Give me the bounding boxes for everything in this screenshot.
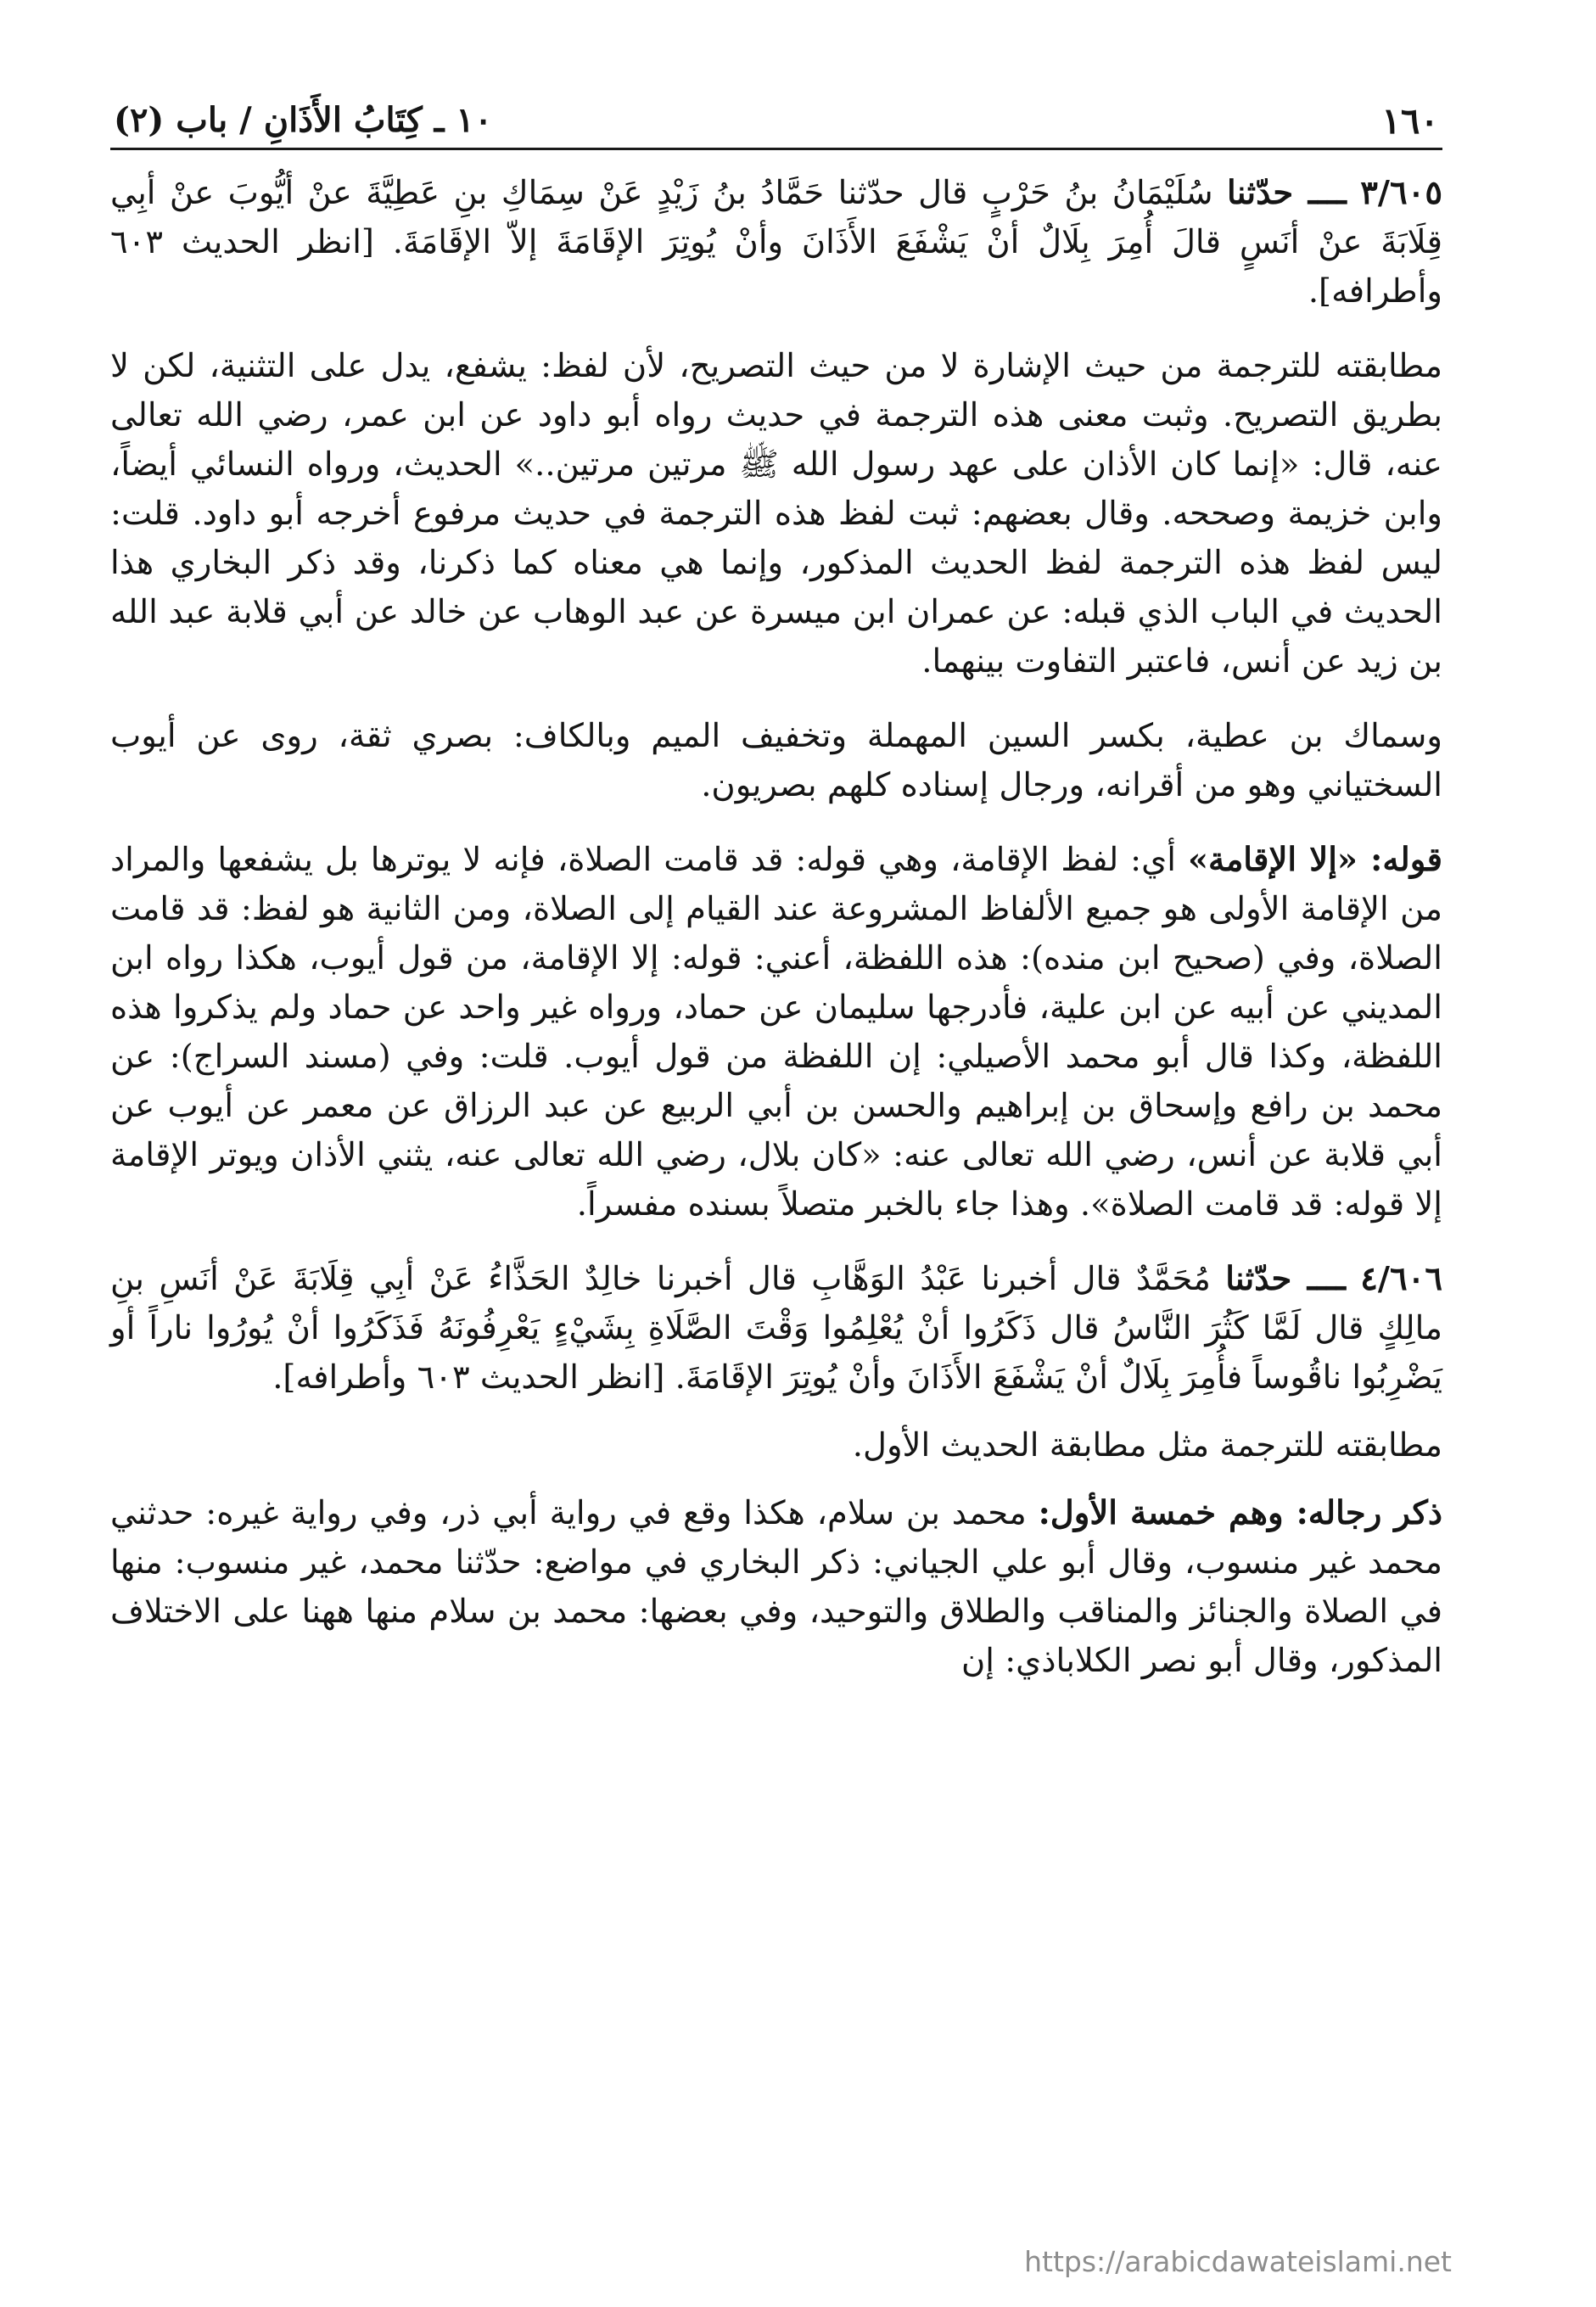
hadith-text: سُلَيْمَانُ بنُ حَرْبٍ قال حدّثنا حَمَّادُ بنُ زَيْدٍ عَنْ سِمَاكِ بنِ عَطِيَّةَ عنْ أيُّوبَ عنْ أبِي قِلَابَةَ عنْ أنَسٍ قالَ أُمِرَ بِلَالٌ أنْ يَشْفَعَ الأَذَانَ وأنْ يُوتِرَ الإقَامَةَ إلاّ الإقَامَةَ. [انظر الحديث ٦٠٣ وأطرافه].: [110, 174, 1442, 311]
watermark-url: https://arabicdawateislami.net: [1024, 2245, 1452, 2278]
hadith-number: ٤/٦٠٦: [1360, 1260, 1442, 1298]
hadith-text: مُحَمَّدٌ قال أخبرنا عَبْدُ الوَهَّابِ قال أخبرنا خالِدٌ الحَذَّاءُ عَنْ أبِي قِلَابَةَ عَنْ أنَسِ بنِ مالِكٍ قال لَمَّا كَثُرَ النَّاسُ قال ذَكَرُوا أنْ يُعْلِمُوا وَقْتَ الصَّلَاةِ بِشَيْءٍ يَعْرِفُونَهُ فَذَكَرُوا أنْ يُورُوا ناراً أو يَضْرِبُوا ناقُوساً فأُمِرَ بِلَالٌ أنْ يَشْفَعَ الأَذَانَ وأنْ يُوتِرَ الإقَامَةَ. [انظر الحديث ٦٠٣ وأطرافه].: [110, 1260, 1442, 1397]
explanation-paragraph: [110, 836, 1442, 1229]
hadith-606: [110, 1255, 1442, 1403]
running-title: ١٠ ـ كِتَابُ الأَذَانِ / باب (٢): [114, 100, 493, 140]
lead-term: قوله: «إلا الإقامة»: [1187, 841, 1443, 879]
commentary-paragraph: مطابقته للترجمة من حيث الإشارة لا من حيث التصريح، لأن لفظ: يشفع، يدل على التثنية، لكن لا بطريق التصريح. وثبت معنى هذه الترجمة في حديث رواه أبو داود عن ابن عمر، رضي الله تعالى عنه، قال: «إنما كان الأذان على عهد رسول الله ﷺ مرتين مرتين..» الحديث، ورواه النسائي أيضاً، وابن خزيمة وصححه. وقال بعضهم: ثبت لفظ هذه الترجمة في حديث مرفوع أخرجه أبو داود. قلت: ليس لفظ هذه الترجمة لفظ الحديث المذكور، وإنما هي معناه كما ذكرنا، وقد ذكر البخاري هذا الحديث في الباب الذي قبله: عن عمران ابن ميسرة عن عبد الوهاب عن خالد عن أبي قلابة عبد الله بن زيد عن أنس، فاعتبر التفاوت بينهما.: [110, 347, 1442, 680]
page-header: [110, 100, 1442, 150]
hadith-lead: ــــ حدّثنا: [1227, 174, 1347, 212]
lead-term: ذكر رجاله: وهم خمسة الأول:: [1038, 1494, 1442, 1532]
hadith-number: ٣/٦٠٥: [1360, 174, 1442, 212]
hadith-lead: ــــ حدّثنا: [1225, 1260, 1346, 1298]
narrator-note-paragraph: وسماك بن عطية، بكسر السين المهملة وتخفيف الميم وبالكاف: بصري ثقة، روى عن أيوب السختياني وهو من أقرانه، ورجال إسناده كلهم بصريون.: [110, 717, 1442, 804]
correspondence-paragraph: مطابقته للترجمة مثل مطابقة الحديث الأول.: [852, 1426, 1442, 1464]
narrators-paragraph: [110, 1489, 1442, 1686]
explanation-text: أي: لفظ الإقامة، وهي قوله: قد قامت الصلاة، فإنه لا يوترها بل يشفعها والمراد من الإقامة الأولى هو جميع الألفاظ المشروعة عند القيام إلى الصلاة، ومن الثانية هو لفظ: قد قامت الصلاة، وفي (صحيح ابن منده): هذه اللفظة، أعني: قوله: إلا الإقامة، من قول أيوب، هكذا رواه ابن المديني عن أبيه عن ابن علية، فأدرجها سليمان عن حماد، ورواه غير واحد عن حماد ولم يذكروا هذه اللفظة، وكذا قال أبو محمد الأصيلي: إن اللفظة من قول أيوب. قلت: وفي (مسند السراج): عن محمد بن رافع وإسحاق بن إبراهيم والحسن بن أبي الربيع عن عبد الرزاق عن معمر عن أيوب عن أبي قلابة عن أنس، رضي الله تعالى عنه: «كان بلال، رضي الله تعالى عنه، يثني الأذان ويوتر الإقامة إلا قوله: قد قامت الصلاة». وهذا جاء بالخبر متصلاً بسنده مفسراً.: [110, 841, 1442, 1223]
book-page: [110, 100, 1442, 2221]
page-number: ١٦٠: [1381, 100, 1439, 142]
hadith-605: [110, 169, 1442, 316]
narrators-text: محمد بن سلام، هكذا وقع في رواية أبي ذر، وفي رواية غيره: حدثني محمد غير منسوب، وقال أبو علي الجياني: ذكر البخاري في مواضع: حدّثنا محمد، غير منسوب: منها في الصلاة والجنائز والمناقب والطلاق والتوحيد، وفي بعضها: محمد بن سلام منها ههنا على الاختلاف المذكور، وقال أبو نصر الكلاباذي: إن: [110, 1494, 1442, 1680]
